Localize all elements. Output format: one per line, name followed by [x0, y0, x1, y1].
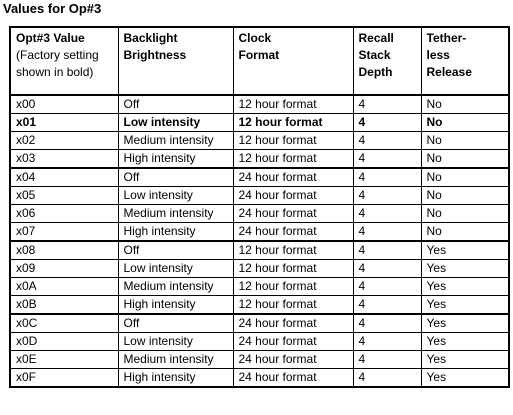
cell-clock-format: 24 hour format	[233, 205, 353, 223]
cell-tetherless-release: Yes	[421, 369, 509, 388]
cell-tetherless-release: No	[421, 205, 509, 223]
cell-backlight: Medium intensity	[118, 351, 233, 369]
header-row	[10, 27, 509, 95]
cell-opt-value: x08	[10, 241, 118, 260]
cell-recall-depth: 4	[353, 369, 421, 388]
cell-tetherless-release: Yes	[421, 278, 509, 296]
cell-opt-value: x06	[10, 205, 118, 223]
cell-clock-format: 24 hour format	[233, 223, 353, 242]
cell-clock-format: 12 hour format	[233, 95, 353, 114]
cell-recall-depth: 4	[353, 132, 421, 150]
header-clock-line-2: Format	[238, 48, 280, 62]
cell-backlight: High intensity	[118, 296, 233, 315]
cell-tetherless-release: No	[421, 132, 509, 150]
cell-backlight: High intensity	[118, 223, 233, 242]
cell-opt-value: x07	[10, 223, 118, 242]
table-row	[10, 223, 509, 242]
cell-clock-format: 12 hour format	[233, 241, 353, 260]
cell-clock-format: 12 hour format	[233, 278, 353, 296]
table-row	[10, 150, 509, 169]
cell-opt-value: x0D	[10, 333, 118, 351]
table-row	[10, 168, 509, 187]
table-row	[10, 351, 509, 369]
cell-opt-value: x0B	[10, 296, 118, 315]
table-row	[10, 241, 509, 260]
cell-backlight: Medium intensity	[118, 205, 233, 223]
cell-tetherless-release: No	[421, 187, 509, 205]
cell-recall-depth: 4	[353, 314, 421, 333]
cell-opt-value: x03	[10, 150, 118, 169]
cell-recall-depth: 4	[353, 168, 421, 187]
header-opt-value	[10, 27, 118, 95]
page-title: Values for Op#3	[3, 1, 102, 16]
cell-tetherless-release: Yes	[421, 241, 509, 260]
cell-backlight: Medium intensity	[118, 132, 233, 150]
table-row	[10, 205, 509, 223]
cell-backlight: Low intensity	[118, 333, 233, 351]
header-tether-line-2: less	[426, 48, 450, 62]
cell-clock-format: 12 hour format	[233, 114, 353, 132]
cell-clock-format: 24 hour format	[233, 314, 353, 333]
table-row-factory-default	[10, 114, 509, 132]
cell-opt-value: x04	[10, 168, 118, 187]
cell-clock-format: 12 hour format	[233, 132, 353, 150]
cell-recall-depth: 4	[353, 260, 421, 278]
cell-recall-depth: 4	[353, 278, 421, 296]
cell-tetherless-release: No	[421, 168, 509, 187]
header-tether-line-1: Tether-	[426, 31, 467, 45]
cell-recall-depth: 4	[353, 205, 421, 223]
cell-tetherless-release: Yes	[421, 351, 509, 369]
table-row	[10, 314, 509, 333]
cell-opt-value: x0C	[10, 314, 118, 333]
header-clock-format	[233, 27, 353, 95]
cell-opt-value: x0A	[10, 278, 118, 296]
header-clock-line-1: Clock	[238, 31, 272, 45]
cell-tetherless-release: Yes	[421, 314, 509, 333]
cell-clock-format: 24 hour format	[233, 333, 353, 351]
cell-tetherless-release: No	[421, 150, 509, 169]
cell-recall-depth: 4	[353, 150, 421, 169]
cell-clock-format: 12 hour format	[233, 150, 353, 169]
cell-opt-value: x0E	[10, 351, 118, 369]
cell-opt-value: x0F	[10, 369, 118, 388]
header-opt-value-label: Opt#3 Value	[16, 31, 85, 45]
header-recall-line-2: Stack	[358, 48, 391, 62]
cell-clock-format: 24 hour format	[233, 351, 353, 369]
table-row	[10, 260, 509, 278]
cell-clock-format: 24 hour format	[233, 168, 353, 187]
table-row	[10, 95, 509, 114]
header-backlight-line-1: Backlight	[123, 31, 178, 45]
table-row	[10, 187, 509, 205]
cell-recall-depth: 4	[353, 187, 421, 205]
cell-backlight: Off	[118, 314, 233, 333]
cell-opt-value: x02	[10, 132, 118, 150]
cell-opt-value: x09	[10, 260, 118, 278]
cell-recall-depth: 4	[353, 296, 421, 315]
header-backlight-line-2: Brightness	[123, 48, 187, 62]
header-factory-note: (Factory setting shown in bold)	[16, 48, 99, 79]
table-row	[10, 333, 509, 351]
cell-recall-depth: 4	[353, 223, 421, 242]
header-recall-line-1: Recall	[358, 31, 394, 45]
table-row	[10, 132, 509, 150]
cell-tetherless-release: Yes	[421, 260, 509, 278]
cell-tetherless-release: Yes	[421, 333, 509, 351]
cell-tetherless-release: No	[421, 223, 509, 242]
header-backlight-brightness	[118, 27, 233, 95]
cell-backlight: High intensity	[118, 150, 233, 169]
cell-backlight: Off	[118, 95, 233, 114]
header-recall-stack-depth	[353, 27, 421, 95]
header-tetherless-release	[421, 27, 509, 95]
cell-recall-depth: 4	[353, 351, 421, 369]
table-row	[10, 296, 509, 315]
cell-backlight: Low intensity	[118, 260, 233, 278]
cell-tetherless-release: No	[421, 95, 509, 114]
cell-backlight: High intensity	[118, 369, 233, 388]
values-table	[9, 26, 510, 388]
cell-recall-depth: 4	[353, 333, 421, 351]
cell-clock-format: 12 hour format	[233, 296, 353, 315]
cell-backlight: Low intensity	[118, 187, 233, 205]
cell-opt-value: x01	[10, 114, 118, 132]
cell-backlight: Off	[118, 168, 233, 187]
cell-backlight: Off	[118, 241, 233, 260]
cell-recall-depth: 4	[353, 95, 421, 114]
cell-backlight: Low intensity	[118, 114, 233, 132]
cell-recall-depth: 4	[353, 241, 421, 260]
cell-tetherless-release: No	[421, 114, 509, 132]
cell-clock-format: 12 hour format	[233, 260, 353, 278]
cell-clock-format: 24 hour format	[233, 369, 353, 388]
table-row	[10, 278, 509, 296]
header-recall-line-3: Depth	[358, 65, 393, 79]
cell-clock-format: 24 hour format	[233, 187, 353, 205]
cell-opt-value: x05	[10, 187, 118, 205]
table-row	[10, 369, 509, 388]
header-tether-line-3: Release	[426, 65, 472, 79]
cell-opt-value: x00	[10, 95, 118, 114]
cell-recall-depth: 4	[353, 114, 421, 132]
cell-backlight: Medium intensity	[118, 278, 233, 296]
cell-tetherless-release: Yes	[421, 296, 509, 315]
